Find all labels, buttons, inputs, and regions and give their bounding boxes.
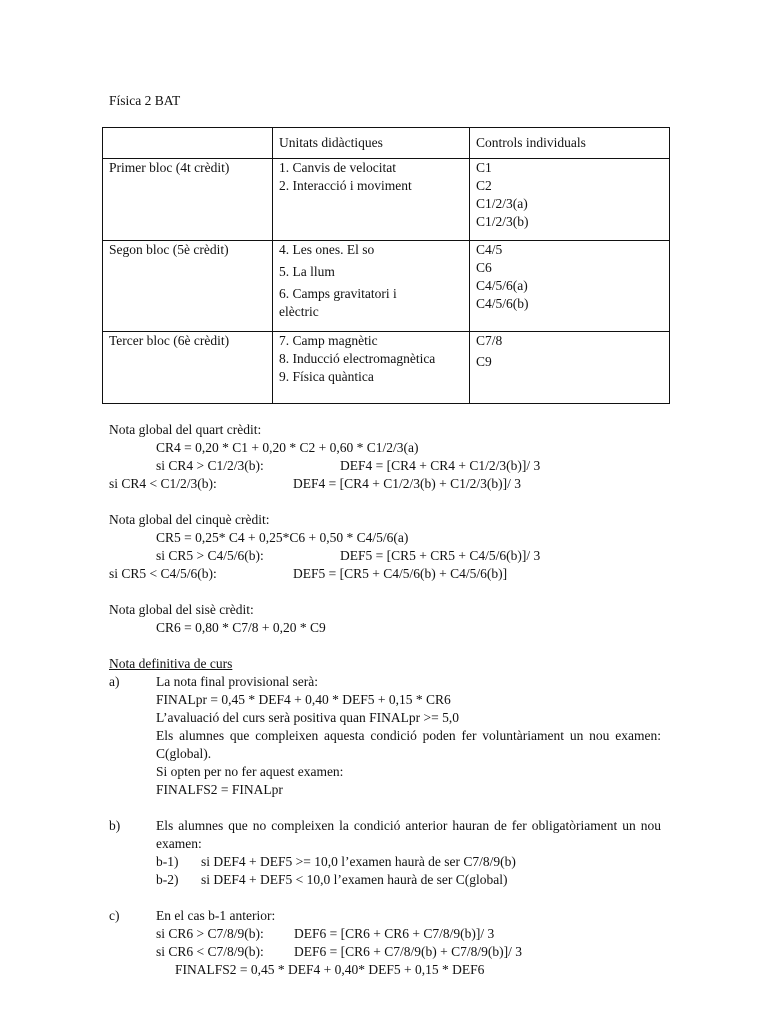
final-c-intro-text: En el cas b-1 anterior: (156, 908, 276, 923)
page-title: Física 2 BAT (109, 93, 181, 108)
credit5-heading: Nota global del cinquè crèdit: (109, 512, 270, 527)
unit-item: 5. La llum (279, 264, 335, 279)
result: DEF5 = [CR5 + CR5 + C4/5/6(b)]/ 3 (340, 548, 541, 563)
table-header-row (103, 128, 670, 159)
final-b2 (109, 871, 661, 889)
final-c-rule-2 (109, 943, 661, 961)
control-item: C1/2/3(a) (476, 196, 528, 211)
header-controls: Controls individuals (470, 128, 670, 159)
units-cell (273, 241, 470, 332)
final-c-intro (109, 907, 661, 925)
condition: si CR5 > C4/5/6(b): (156, 548, 264, 563)
bloc-label: Tercer bloc (6è crèdit) (103, 332, 273, 404)
units-cell (273, 159, 470, 241)
condition: si CR6 < C7/8/9(b): (156, 944, 264, 959)
grading-rules (109, 421, 661, 979)
final-a-line: Els alumnes que compleixen aquesta condició poden fer voluntàriament un nou examen: C(global). (156, 728, 661, 761)
credit4-rule-1 (109, 457, 661, 475)
unit-item: 8. Inducció electromagnètica (279, 351, 436, 366)
unit-item: 4. Les ones. El so (279, 242, 375, 257)
units-cell (273, 332, 470, 404)
credit6-heading: Nota global del sisè crèdit: (109, 602, 254, 617)
control-item: C4/5 (476, 242, 503, 257)
control-item: C2 (476, 178, 492, 193)
credit4-heading: Nota global del quart crèdit: (109, 422, 262, 437)
unit-item: 9. Física quàntica (279, 369, 374, 384)
final-a-line: L’avaluació del curs serà positiva quan FINALpr >= 5,0 (156, 710, 460, 725)
final-c-rule-1 (109, 925, 661, 943)
condition: si CR4 > C1/2/3(b): (156, 458, 264, 473)
final-b2-text: si DEF4 + DEF5 < 10,0 l’examen haurà de ser C(global) (201, 872, 508, 887)
credit4-rule-2 (109, 475, 661, 493)
header-empty (103, 128, 273, 159)
item-label: b-1) (156, 854, 179, 869)
item-label: b) (109, 818, 121, 833)
final-b-text: Els alumnes que no compleixen la condició anterior hauran de fer obligatòriament un nou examen: (156, 818, 661, 851)
table-row (103, 241, 670, 332)
item-label: c) (109, 908, 120, 923)
control-item: C6 (476, 260, 492, 275)
credit6-formula: CR6 = 0,80 * C7/8 + 0,20 * C9 (156, 620, 326, 635)
control-item: C7/8 (476, 333, 503, 348)
result: DEF6 = [CR6 + C7/8/9(b) + C7/8/9(b)]/ 3 (294, 944, 522, 959)
condition: si CR5 < C4/5/6(b): (109, 566, 217, 581)
result: DEF4 = [CR4 + C1/2/3(b) + C1/2/3(b)]/ 3 (293, 476, 521, 491)
item-label: b-2) (156, 872, 179, 887)
course-blocks-table (102, 127, 670, 404)
table-row (103, 332, 670, 404)
final-b1 (109, 853, 661, 871)
result: DEF4 = [CR4 + CR4 + C1/2/3(b)]/ 3 (340, 458, 541, 473)
final-b (109, 817, 661, 853)
unit-item: 7. Camp magnètic (279, 333, 378, 348)
condition: si CR6 > C7/8/9(b): (156, 926, 264, 941)
final-b1-text: si DEF4 + DEF5 >= 10,0 l’examen haurà de ser C7/8/9(b) (201, 854, 516, 869)
final-c-final: FINALFS2 = 0,45 * DEF4 + 0,40* DEF5 + 0,15 * DEF6 (175, 962, 485, 977)
final-a-line: FINALpr = 0,45 * DEF4 + 0,40 * DEF5 + 0,15 * CR6 (156, 692, 451, 707)
control-item: C9 (476, 354, 492, 369)
credit5-rule-2 (109, 565, 661, 583)
condition: si CR4 < C1/2/3(b): (109, 476, 217, 491)
result: DEF5 = [CR5 + C4/5/6(b) + C4/5/6(b)] (293, 566, 508, 581)
credit5-rule-1 (109, 547, 661, 565)
final-a-first (109, 673, 661, 691)
control-item: C4/5/6(a) (476, 278, 528, 293)
unit-item: 2. Interacció i moviment (279, 178, 412, 193)
bloc-label: Primer bloc (4t crèdit) (103, 159, 273, 241)
controls-cell (470, 241, 670, 332)
final-a-line: FINALFS2 = FINALpr (156, 782, 283, 797)
final-heading: Nota definitiva de curs (109, 656, 233, 671)
bloc-label: Segon bloc (5è crèdit) (103, 241, 273, 332)
final-a-line: Si opten per no fer aquest examen: (156, 764, 344, 779)
item-label: a) (109, 674, 120, 689)
unit-item: 1. Canvis de velocitat (279, 160, 396, 175)
control-item: C4/5/6(b) (476, 296, 529, 311)
controls-cell (470, 332, 670, 404)
table-row (103, 159, 670, 241)
control-item: C1 (476, 160, 492, 175)
control-item: C1/2/3(b) (476, 214, 529, 229)
result: DEF6 = [CR6 + CR6 + C7/8/9(b)]/ 3 (294, 926, 495, 941)
credit5-formula: CR5 = 0,25* C4 + 0,25*C6 + 0,50 * C4/5/6(a) (156, 530, 409, 545)
header-units: Unitats didàctiques (273, 128, 470, 159)
final-a-line: La nota final provisional serà: (156, 674, 318, 689)
unit-item: 6. Camps gravitatori i elèctric (279, 286, 397, 319)
credit4-formula: CR4 = 0,20 * C1 + 0,20 * C2 + 0,60 * C1/2/3(a) (156, 440, 419, 455)
controls-cell (470, 159, 670, 241)
